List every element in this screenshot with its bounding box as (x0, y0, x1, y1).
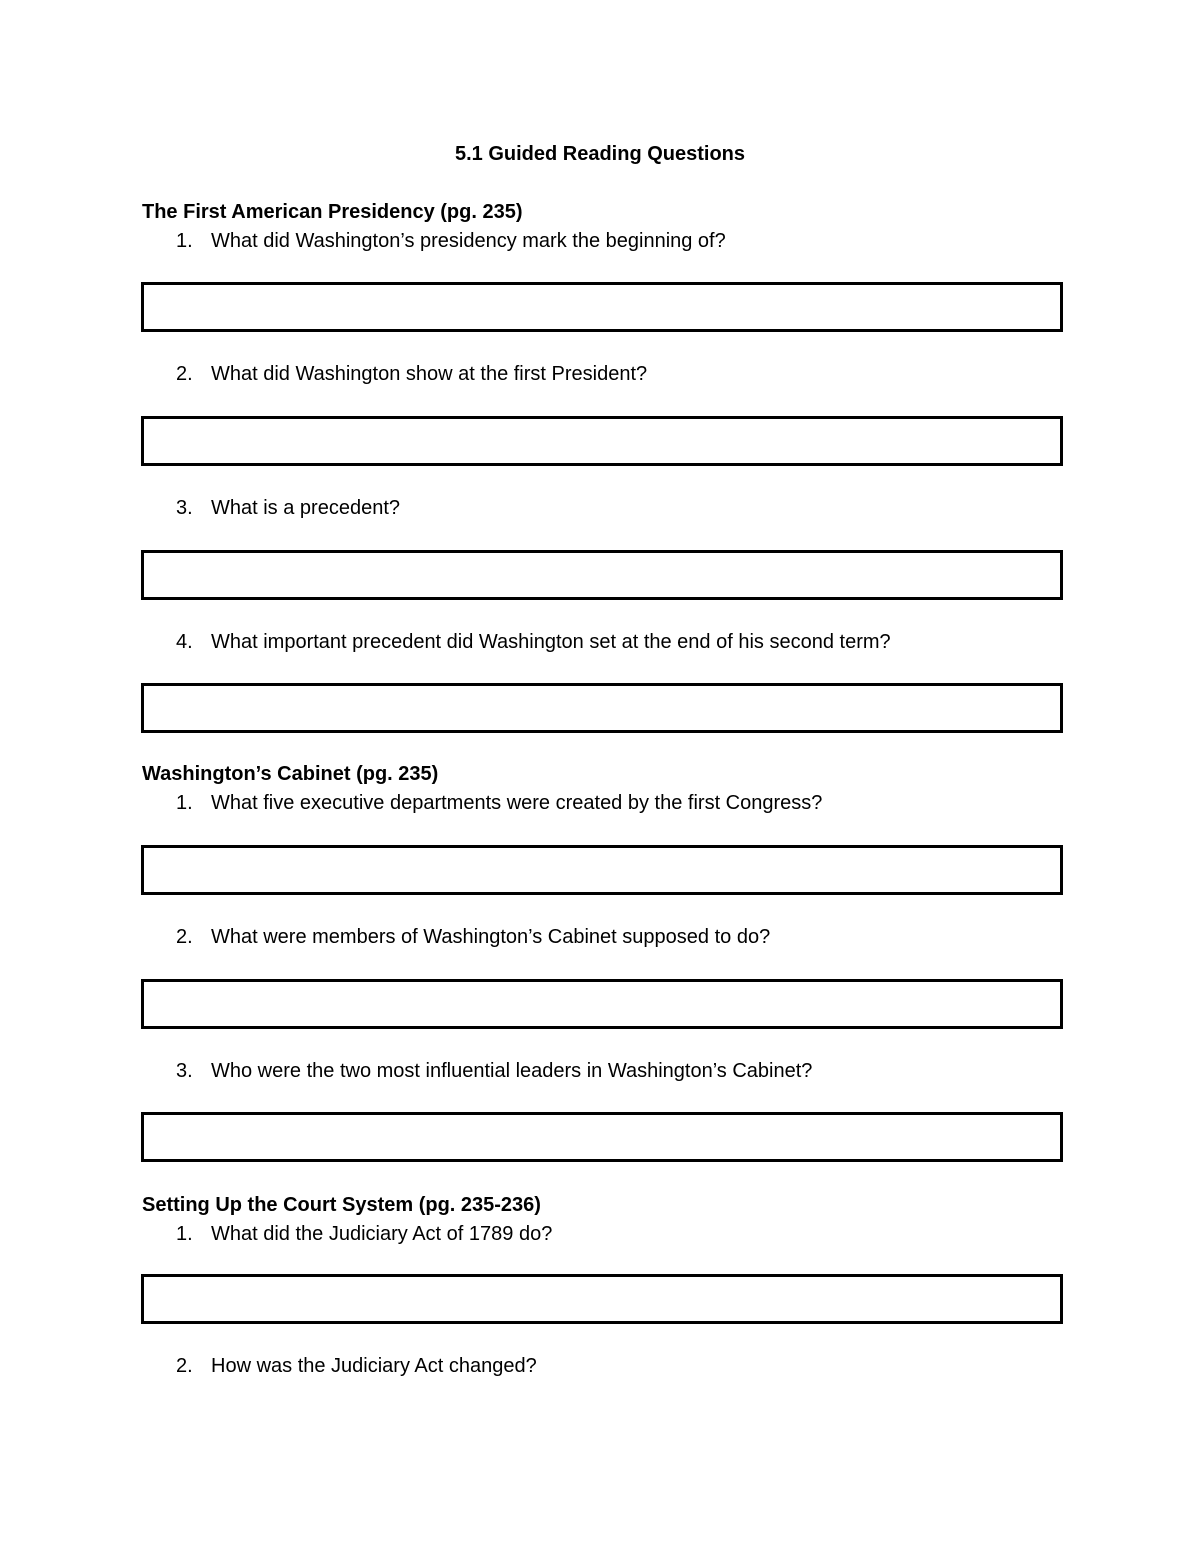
question-text: What did the Judiciary Act of 1789 do? (211, 1223, 553, 1245)
answer-field[interactable] (141, 845, 1063, 895)
question-number: 1. (176, 230, 193, 252)
question-text: Who were the two most influential leaders in Washington’s Cabinet? (211, 1060, 813, 1082)
question-text: What important precedent did Washington set at the end of his second term? (211, 631, 891, 653)
question-number: 1. (176, 792, 193, 814)
question-text: What is a precedent? (211, 497, 400, 519)
question-item (176, 362, 647, 386)
page-title: 5.1 Guided Reading Questions (454, 143, 746, 165)
question-number: 3. (176, 497, 193, 519)
answer-field[interactable] (141, 1112, 1063, 1162)
answer-field[interactable] (141, 416, 1063, 466)
answer-field[interactable] (141, 282, 1063, 332)
answer-field[interactable] (141, 1274, 1063, 1324)
question-text: How was the Judiciary Act changed? (211, 1355, 537, 1377)
question-text: What were members of Washington’s Cabinet supposed to do? (211, 926, 771, 948)
question-text: What five executive departments were created by the first Congress? (211, 792, 823, 814)
section-heading-cabinet: Washington’s Cabinet (pg. 235) (142, 763, 439, 785)
question-item (176, 496, 400, 520)
question-number: 2. (176, 926, 193, 948)
question-item (176, 229, 726, 253)
question-item (176, 1059, 812, 1083)
question-number: 1. (176, 1223, 193, 1245)
answer-field[interactable] (141, 550, 1063, 600)
answer-field[interactable] (141, 683, 1063, 733)
question-number: 2. (176, 1355, 193, 1377)
section-heading-court-system: Setting Up the Court System (pg. 235-236) (142, 1194, 541, 1216)
question-item (176, 630, 891, 654)
question-number: 4. (176, 631, 193, 653)
question-item (176, 791, 822, 815)
answer-field[interactable] (141, 979, 1063, 1029)
question-number: 3. (176, 1060, 193, 1082)
question-item (176, 1354, 537, 1378)
section-heading-presidency: The First American Presidency (pg. 235) (142, 201, 523, 223)
question-item (176, 925, 770, 949)
question-text: What did Washington show at the first President? (211, 363, 648, 385)
question-text: What did Washington’s presidency mark the beginning of? (211, 230, 726, 252)
question-item (176, 1222, 552, 1246)
question-number: 2. (176, 363, 193, 385)
